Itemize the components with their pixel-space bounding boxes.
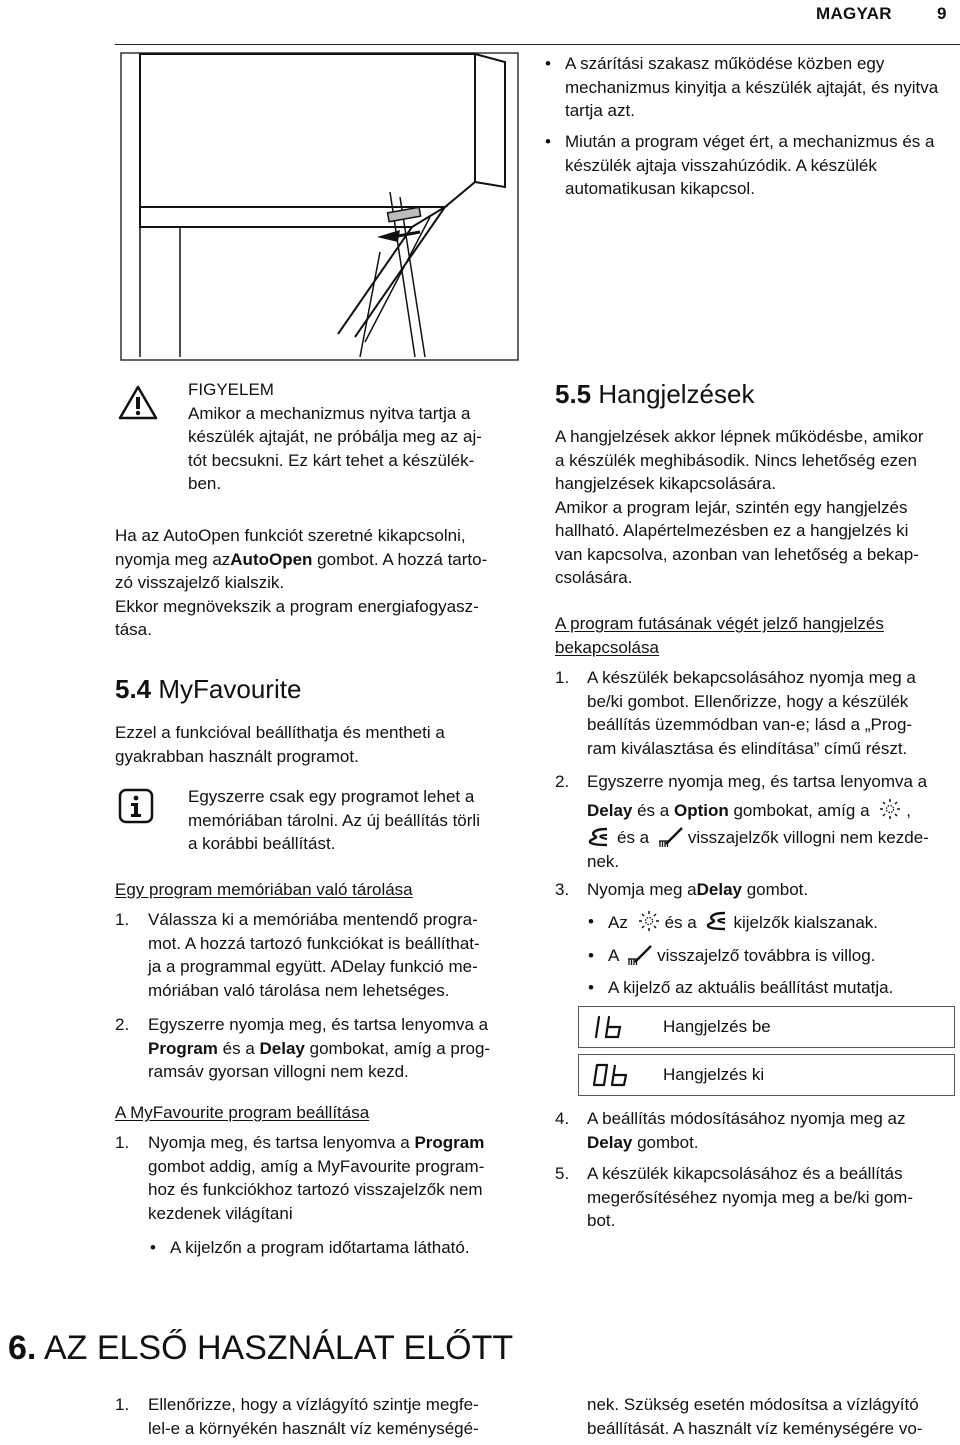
- display-table: [578, 1006, 955, 1096]
- header-language: MAGYAR: [816, 4, 892, 23]
- sound-step-1: 1. A készülék bekapcsolásához nyomja meg a be/ki gombot. Ellenőrizze, hogy a készülék beállítás üzemmódban van-e; lásd a „Prog- ram kiválasztása és elindítása” című részt.: [555, 668, 916, 758]
- page-number: 9: [937, 4, 947, 23]
- store-step-1: 1. Válassza ki a memóriába mentendő progra- mot. A hozzá tartozó funkciókat is beállíthat- ja a programmal együtt. ADelay funkció me- móriában való tárolása nem lehetséges.: [115, 910, 480, 1000]
- set-bullet: • A kijelzőn a program időtartama látható.: [150, 1238, 470, 1257]
- autoopen-paragraph: Ha az AutoOpen funkciót szeretné kikapcsolni, nyomja meg azAutoOpen gombot. A hozzá tarto- zó visszajelző kialszik. Ekkor megnövekszik a program energiafogyasz- tása.: [115, 526, 488, 639]
- sound-step-3: 3. Nyomja meg aDelay gombot.: [555, 880, 809, 899]
- drying-sun-icon: [878, 798, 902, 820]
- step3-bullet-2: • A visszajelző továbbra is villog.: [588, 946, 876, 965]
- section-5-4-heading: 5.4 MyFavourite: [115, 674, 302, 704]
- store-step-2: 2. Egyszerre nyomja meg, és tartsa lenyomva a Program és a Delay gombokat, amíg a prog- ramsáv gyorsan villogni nem kezd.: [115, 1015, 491, 1081]
- first-use-step-1: 1. Ellenőrizze, hogy a vízlágyító szintje megfe- lel-e a környékén használt víz keménységé-: [115, 1395, 479, 1438]
- display-code-1b: [591, 1015, 631, 1039]
- section-5-5-heading: 5.5 Hangjelzések: [555, 379, 755, 409]
- display-code-0b: [591, 1063, 635, 1087]
- rinse-aid-icon: [587, 826, 611, 848]
- door-mechanism-illustration: [120, 52, 520, 362]
- set-subheading: A MyFavourite program beállítása: [115, 1103, 370, 1122]
- sounds-intro: A hangjelzések akkor lépnek működésbe, amikor a készülék meghibásodik. Nincs lehetőség ezen hangjelzések kikapcsolására. Amikor a program lejár, szintén egy hangjelzés hallható. Alapértelmezésben ez a hangjelzés ki van kapcsolva, azonban van lehetőség a bekap- csolására.: [555, 427, 924, 587]
- sound-step-4: 4. A beállítás módosításához nyomja meg az Delay gombot.: [555, 1109, 906, 1152]
- dry-bullet-1: • A szárítási szakasz működése közben egy mechanizmus kinyitja a készülék ajtaját, és nyitva tartja azt.: [545, 54, 939, 120]
- warning-title: FIGYELEM: [188, 380, 274, 399]
- step3-bullet-3: • A kijelző az aktuális beállítást mutatja.: [588, 978, 894, 997]
- display-row-off: Hangjelzés ki: [578, 1054, 955, 1096]
- warning-triangle-icon: [118, 384, 158, 420]
- sound-step-5: 5. A készülék kikapcsolásához és a beállítás megerősítéséhez nyomja meg a be/ki gom- bot.: [555, 1164, 913, 1230]
- salt-icon: [627, 944, 653, 966]
- display-row-on: Hangjelzés be: [578, 1006, 955, 1048]
- myfav-intro: Ezzel a funkcióval beállíthatja és mentheti a gyakrabban használt programot.: [115, 723, 445, 766]
- store-subheading: Egy program memóriában való tárolása: [115, 880, 413, 899]
- salt-icon: [658, 826, 684, 848]
- rinse-aid-icon: [705, 910, 729, 932]
- autoopen-button-ref: AutoOpen: [230, 549, 313, 569]
- step3-bullet-1: • Az és a kijelzők kialszanak.: [588, 912, 879, 932]
- drying-sun-icon: [637, 910, 661, 932]
- end-sound-subheading: A program futásának végét jelző hangjelzés bekapcsolása: [555, 614, 884, 657]
- header-rule: [115, 44, 960, 45]
- delay-button-ref: Delay: [259, 1038, 305, 1058]
- info-icon: [118, 788, 154, 824]
- sound-step-2: 2. Egyszerre nyomja meg, és tartsa lenyomva a Delay és a Option gombokat, amíg a , és a visszajelzők villogni nem kezde- nek.: [555, 772, 929, 871]
- set-step-1: 1. Nyomja meg, és tartsa lenyomva a Program gombot addig, amíg a MyFavourite program- hoz és funkciókhoz tartozó visszajelzők nem kezdenek világítani: [115, 1133, 485, 1223]
- chapter-6-heading: 6. AZ ELSŐ HASZNÁLAT ELŐTT: [8, 1329, 514, 1367]
- info-note: Egyszerre csak egy programot lehet a memóriában tárolni. Az új beállítás törli a korábbi beállítást.: [188, 787, 480, 853]
- program-button-ref: Program: [148, 1038, 218, 1058]
- dry-bullet-2: • Miután a program véget ért, a mechanizmus és a készülék ajtaja visszahúzódik. A készülék automatikusan kikapcsol.: [545, 132, 935, 198]
- warning-block: FIGYELEM Amikor a mechanizmus nyitva tartja a készülék ajtaját, ne próbálja meg az aj- tót becsukni. Ez kárt tehet a készülék- ben.: [188, 378, 518, 496]
- first-use-continuation: nek. Szükség esetén módosítsa a vízlágyító beállítását. A használt víz keménységére vo-: [587, 1395, 923, 1438]
